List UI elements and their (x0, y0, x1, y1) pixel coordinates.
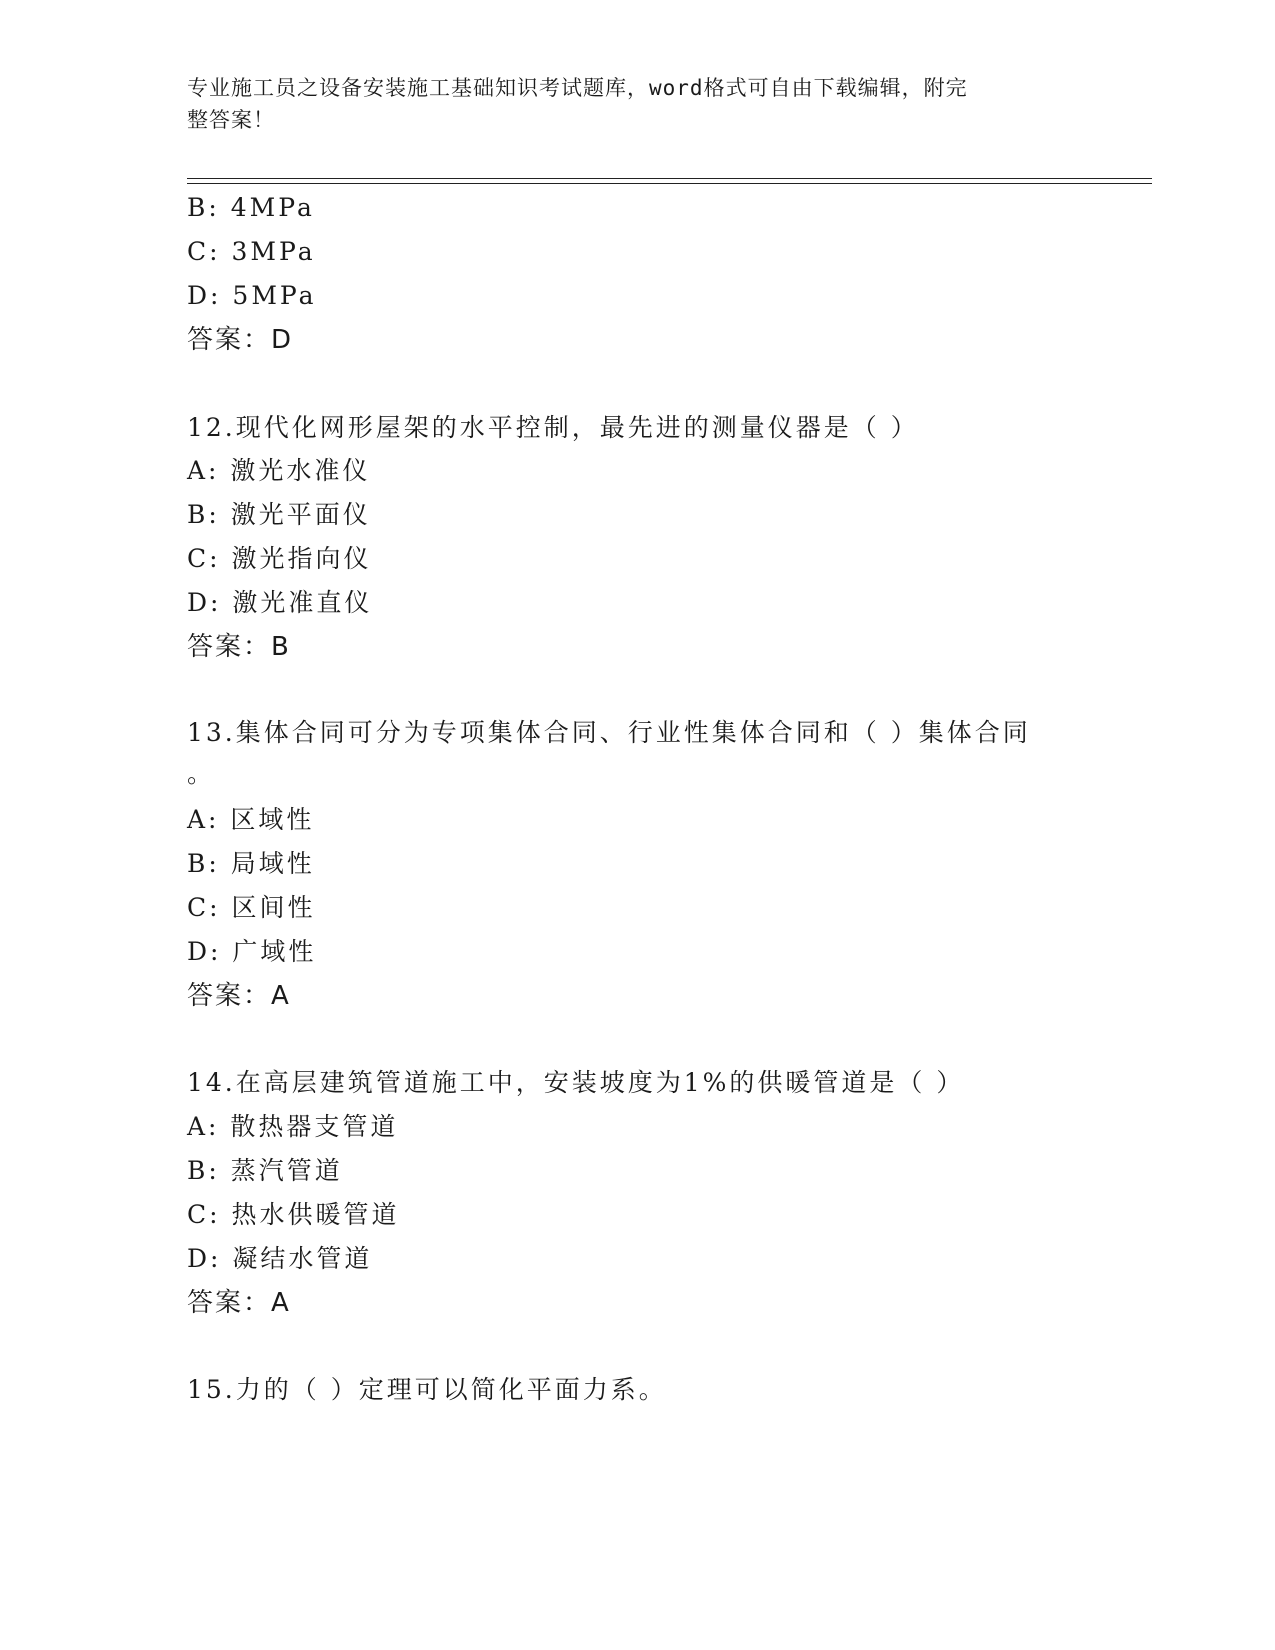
question-14-option-a: A: 散热器支管道 (187, 1112, 399, 1141)
question-14-option-d: D: 凝结水管道 (187, 1244, 373, 1273)
option-c: C: 3MPa (187, 237, 316, 266)
question-13-text: 13.集体合同可分为专项集体合同、行业性集体合同和（ ）集体合同 (187, 718, 1031, 747)
question-13-option-a: A: 区域性 (187, 805, 315, 834)
question-14-answer: 答案：A (187, 1288, 291, 1318)
answer-line: 答案：D (187, 325, 294, 355)
question-13-option-b: B: 局域性 (187, 849, 315, 878)
option-b: B: 4MPa (187, 193, 315, 222)
question-14-option-c: C: 热水供暖管道 (187, 1200, 400, 1229)
question-13-option-c: C: 区间性 (187, 893, 316, 922)
question-12-option-a: A: 激光水准仪 (187, 456, 371, 485)
document-header: 专业施工员之设备安装施工基础知识考试题库，word格式可自由下载编辑，附完 整答案！ (187, 76, 968, 132)
header-divider-bottom (187, 183, 1152, 184)
question-13-option-d: D: 广域性 (187, 937, 317, 966)
question-13-answer: 答案：A (187, 981, 291, 1011)
option-d: D: 5MPa (187, 281, 317, 310)
question-15-text: 15.力的（ ）定理可以简化平面力系。 (187, 1375, 667, 1404)
question-14-text: 14.在高层建筑管道施工中，安装坡度为1%的供暖管道是（ ） (187, 1068, 965, 1097)
question-12-option-c: C: 激光指向仪 (187, 544, 372, 573)
question-13-text-continued: 。 (187, 759, 216, 788)
question-12-answer: 答案：B (187, 632, 291, 662)
question-12-text: 12.现代化网形屋架的水平控制，最先进的测量仪器是（ ） (187, 413, 919, 442)
question-14-option-b: B: 蒸汽管道 (187, 1156, 343, 1185)
question-12-option-d: D: 激光准直仪 (187, 588, 373, 617)
question-12-option-b: B: 激光平面仪 (187, 500, 371, 529)
header-divider-top (187, 178, 1152, 179)
